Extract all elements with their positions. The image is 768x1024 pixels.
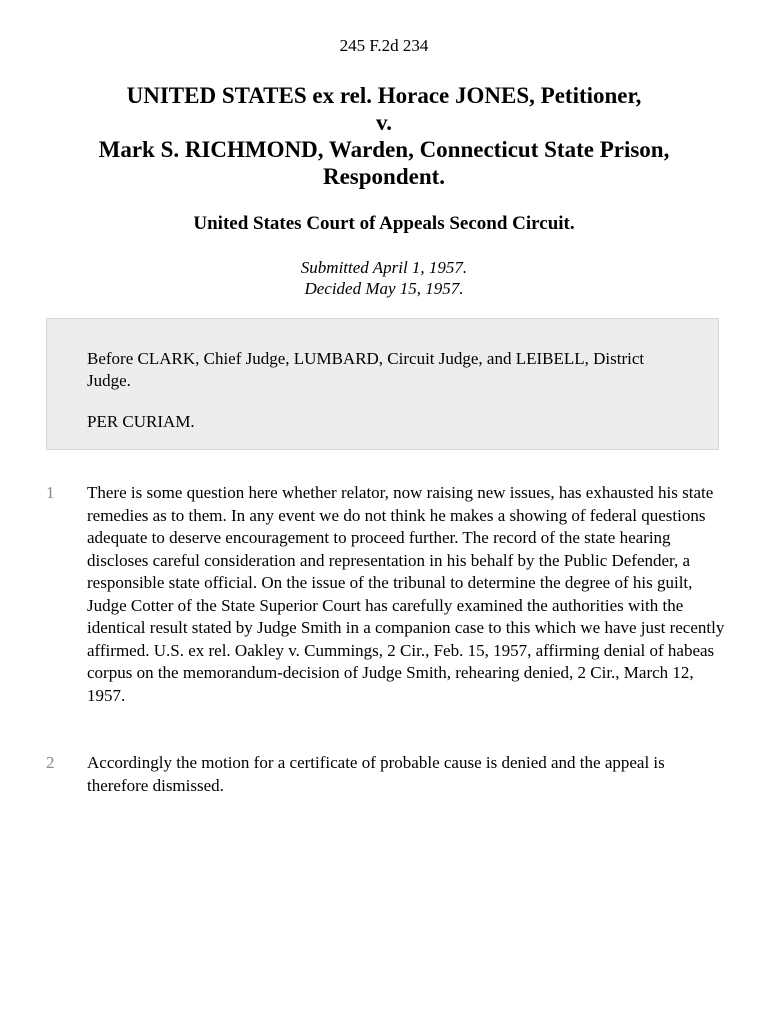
judges-before: Before CLARK, Chief Judge, LUMBARD, Circuit Judge, and LEIBELL, District Judge. [87,349,645,390]
decided-date: Decided May 15, 1957. [304,279,464,298]
paragraph-text: Accordingly the motion for a certificate of probable cause is denied and the appeal is therefore dismissed. [87,753,665,795]
caption-versus: v. [376,110,392,135]
caption-petitioner: UNITED STATES ex rel. Horace JONES, Petitioner, [126,83,642,108]
paragraph-text: There is some question here whether relator, now raising new issues, has exhausted his state remedies as to them. In any event we do not think he makes a showing of federal questions adequate to deserve encouragement to proceed further. The record of the state hearing discloses careful consideration and representation in his behalf by the Public Defender, a responsible state official. On the issue of the tribunal to determine the degree of his guilt, Judge Cotter of the State Superior Court has carefully examined the authorities with the identical result stated by Judge Smith in a companion case to this which we have just recently affirmed. U.S. ex rel. Oakley v. Cummings, 2 Cir., Feb. 15, 1957, affirming denial of habeas corpus on the memorandum-decision of Judge Smith, rehearing denied, 2 Cir., March 12, 1957. [87,483,725,705]
caption-respondent-role: Respondent. [322,164,446,189]
judges-panel [46,318,719,450]
court-name: United States Court of Appeals Second Circuit. [193,213,575,234]
case-caption [40,82,728,190]
paragraph-number: 1 [46,483,55,502]
per-curiam: PER CURIAM. [87,412,195,431]
caption-respondent: Mark S. RICHMOND, Warden, Connecticut State Prison, [98,137,670,162]
paragraph-number: 2 [46,753,55,772]
submitted-date: Submitted April 1, 1957. [300,258,468,277]
case-dates [0,257,768,299]
case-citation: 245 F.2d 234 [339,36,429,55]
